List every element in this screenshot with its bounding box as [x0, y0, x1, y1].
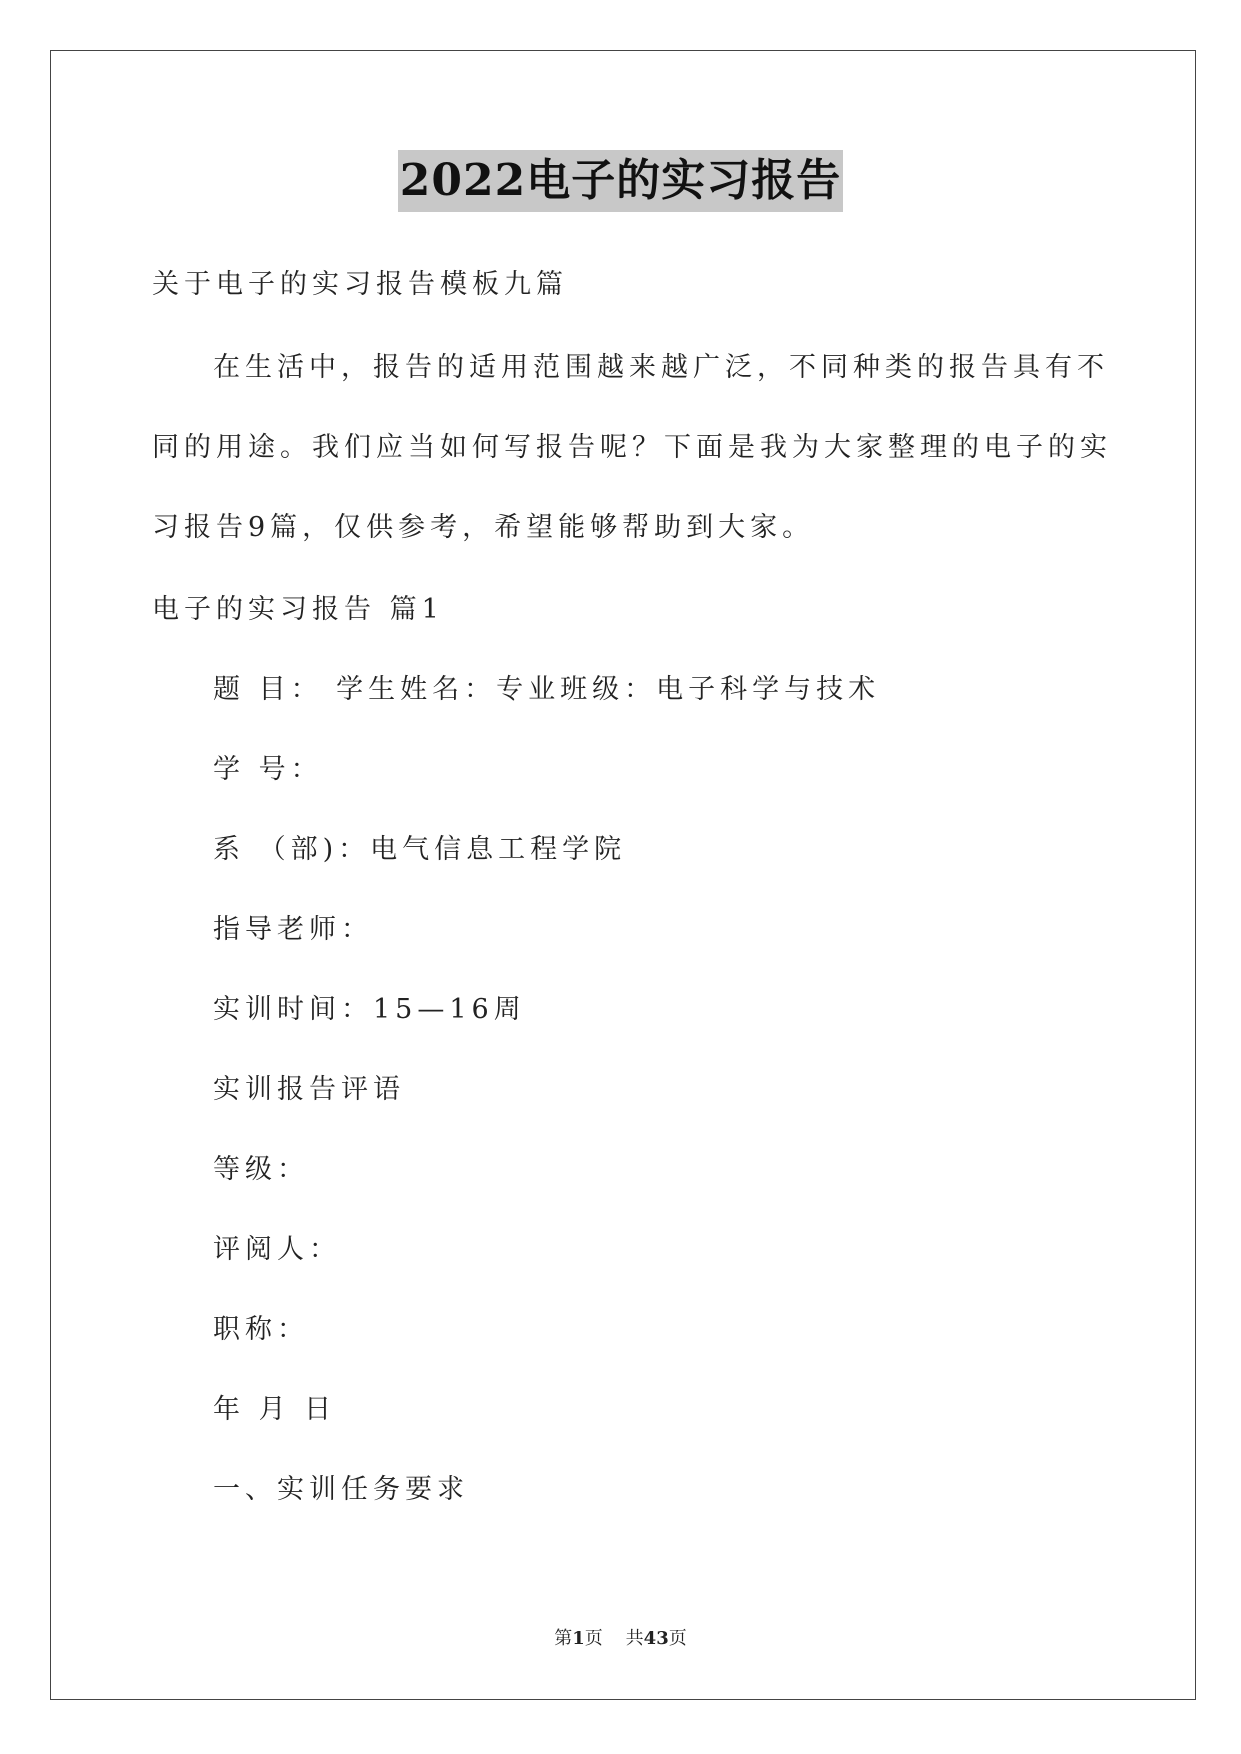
- page-footer: [0, 1627, 1241, 1651]
- field-grade: 等级：: [213, 1154, 309, 1185]
- section-task-requirements: 一、实训任务要求: [213, 1474, 469, 1505]
- footer-total-suffix: 页: [668, 1628, 687, 1649]
- title-container: [0, 150, 1241, 212]
- footer-total-prefix: 共: [625, 1628, 644, 1649]
- intro-line-3: 习报告9篇，仅供参考，希望能够帮助到大家。: [152, 512, 815, 543]
- field-advisor: 指导老师：: [213, 914, 373, 945]
- field-training-time: 实训时间：15—16周: [213, 994, 526, 1025]
- footer-page-total: 43: [643, 1628, 669, 1649]
- document-title: 2022电子的实习报告: [398, 150, 843, 212]
- intro-line-2: 同的用途。我们应当如何写报告呢？下面是我为大家整理的电子的实: [152, 432, 1112, 463]
- document-subtitle: 关于电子的实习报告模板九篇: [152, 269, 568, 300]
- footer-page-current: 1: [572, 1628, 585, 1649]
- intro-line-1: 在生活中，报告的适用范围越来越广泛，不同种类的报告具有不: [213, 352, 1109, 383]
- field-student-id: 学 号：: [213, 754, 323, 785]
- footer-page-prefix: 第: [554, 1628, 573, 1649]
- field-title-name-class: 题 目： 学生姓名：专业班级：电子科学与技术: [213, 674, 881, 705]
- field-date: 年 月 日: [213, 1394, 337, 1425]
- field-evaluation-heading: 实训报告评语: [213, 1074, 405, 1105]
- footer-page-suffix: 页: [584, 1628, 603, 1649]
- field-job-title: 职称：: [213, 1314, 309, 1345]
- section-heading: 电子的实习报告 篇1: [152, 594, 444, 625]
- field-department: 系 （部)：电气信息工程学院: [213, 834, 627, 865]
- field-reviewer: 评阅人：: [213, 1234, 341, 1265]
